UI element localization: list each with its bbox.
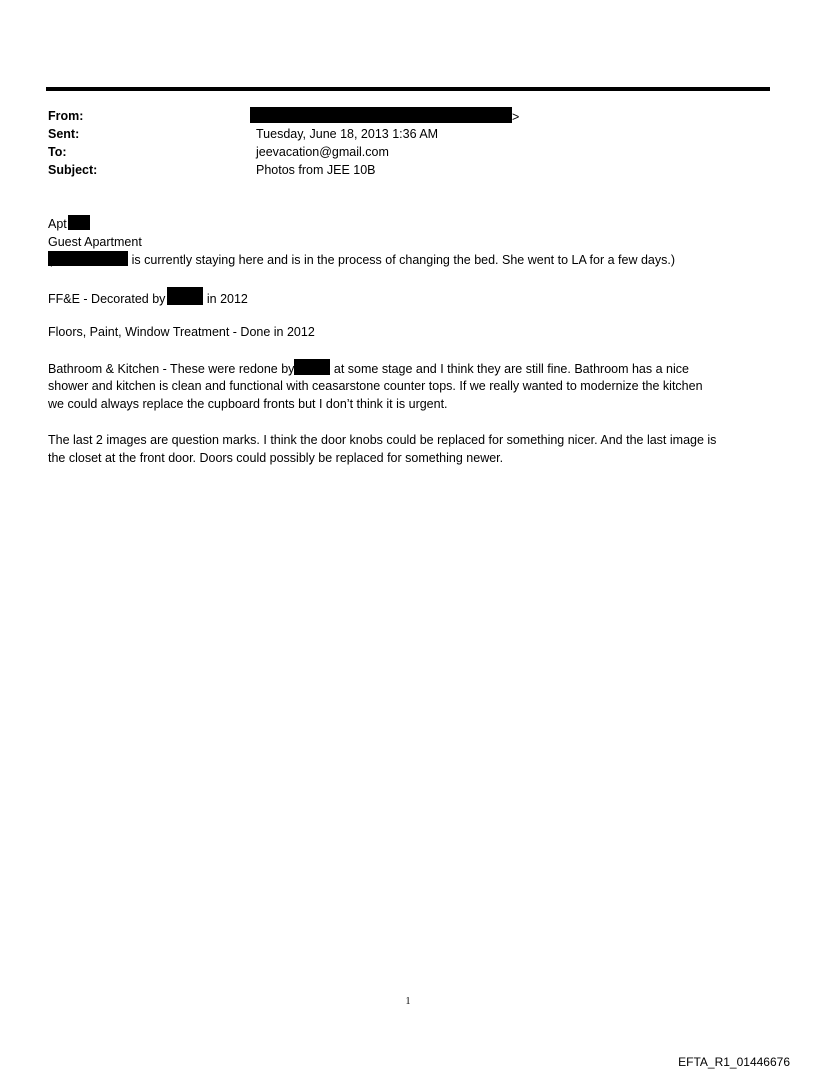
from-label: From: xyxy=(48,109,84,123)
to-value: jeevacation@gmail.com xyxy=(256,145,389,159)
apt-prefix: Apt xyxy=(48,217,67,231)
bates-number: EFTA_R1_01446676 xyxy=(678,1055,790,1069)
sent-value: Tuesday, June 18, 2013 1:36 AM xyxy=(256,127,439,141)
page-number: 1 xyxy=(405,996,411,1007)
sent-label: Sent: xyxy=(48,127,80,141)
ffe-suffix: in 2012 xyxy=(203,292,248,306)
bath-line-3: we could always replace the cupboard fronts but I don’t think it is urgent. xyxy=(48,397,448,411)
bath-line-2: shower and kitchen is clean and functional with ceasarstone counter tops. If we really wanted to modernize the kitchen xyxy=(48,379,703,393)
staying-text: is currently staying here and is in the process of changing the bed. She went to LA for a few days.) xyxy=(128,253,676,267)
last-line-2: the closet at the front door. Doors could possibly be replaced for something newer. xyxy=(48,451,504,465)
redaction-box xyxy=(250,107,512,123)
redaction-box xyxy=(167,287,203,305)
redaction-box xyxy=(68,215,90,230)
staying-line xyxy=(48,251,778,269)
floors-line: Floors, Paint, Window Treatment - Done in 2012 xyxy=(48,325,315,339)
ffe-prefix: FF&E - Decorated by xyxy=(48,292,166,306)
subject-value: Photos from JEE 10B xyxy=(256,163,376,177)
from-value xyxy=(250,107,519,126)
from-suffix: > xyxy=(512,110,520,124)
redaction-box xyxy=(294,359,330,375)
redaction-box xyxy=(48,251,128,266)
bath-prefix: Bathroom & Kitchen - These were redone by xyxy=(48,362,295,376)
guest-line: Guest Apartment xyxy=(48,235,142,249)
bath-suffix: at some stage and I think they are still fine. Bathroom has a nice xyxy=(330,362,689,376)
to-label: To: xyxy=(48,145,67,159)
ffe-line xyxy=(48,287,778,308)
bath-line-1 xyxy=(48,359,778,378)
last-line-1: The last 2 images are question marks. I think the door knobs could be replaced for something nicer. And the last image is xyxy=(48,433,717,447)
subject-label: Subject: xyxy=(48,163,98,177)
header-rule xyxy=(46,87,770,91)
apt-line xyxy=(48,215,778,233)
